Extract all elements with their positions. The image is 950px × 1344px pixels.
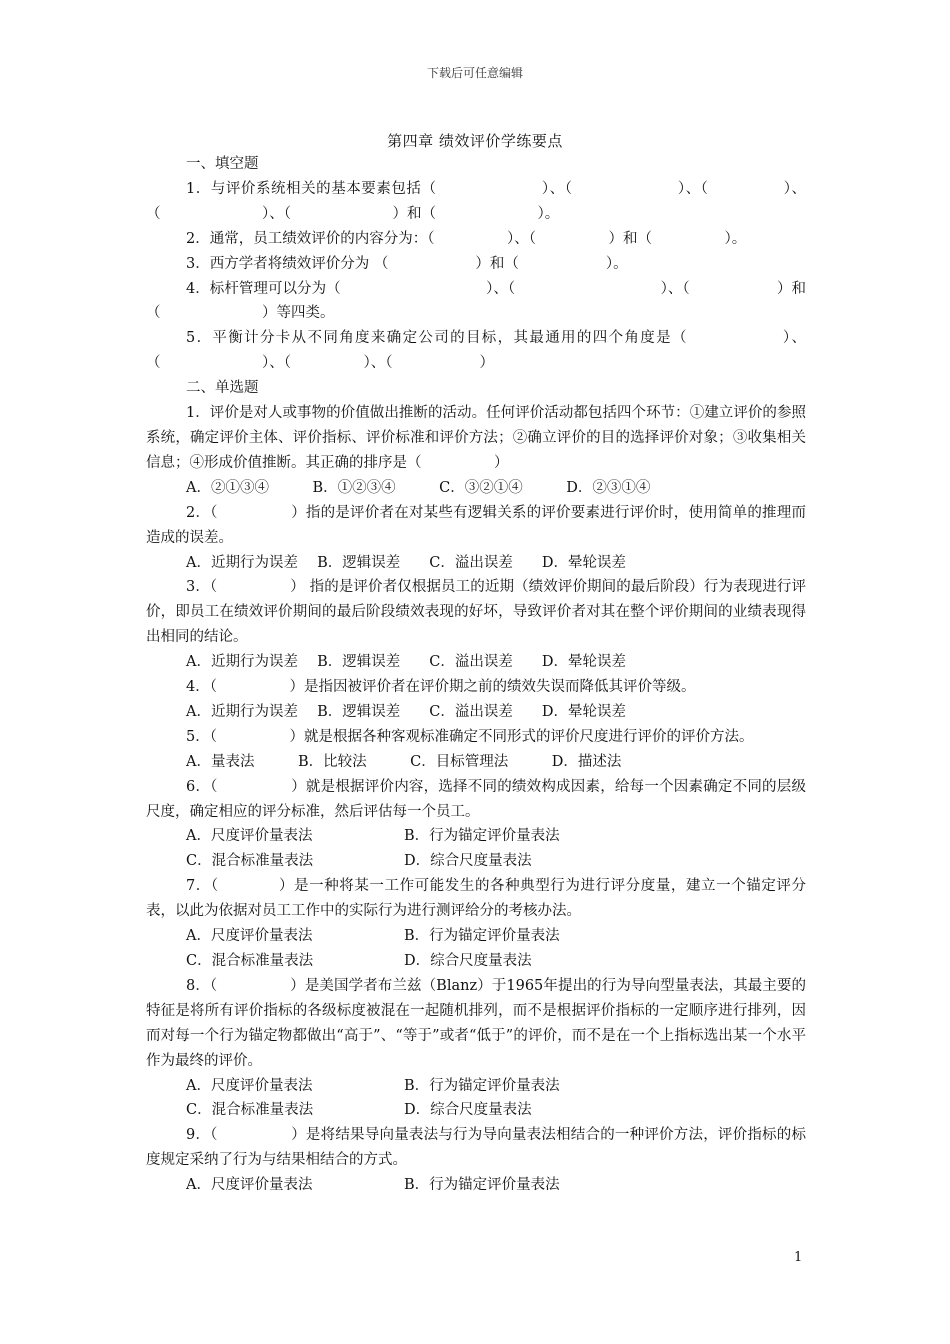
choice-question-5: 5．（ ）就是根据各种客观标准确定不同形式的评价尺度进行评价的评价方法。 [186,728,754,745]
document-body [146,152,806,1198]
option-a: A．尺度评价量表法 [186,1077,313,1094]
option-a: A．尺度评价量表法 [186,1177,313,1194]
chapter-title: 第四章 绩效评价学练要点 [387,132,563,150]
page-header: 下载后可任意编辑 [426,66,523,80]
choice-options-2: A．近期行为误差 B．逻辑误差 C．溢出误差 D．晕轮误差 [186,554,626,571]
fill-question-2: 2．通常，员工绩效评价的内容分为：（ ）、（ ）和（ ）。 [186,230,747,247]
choice-question-1: 1．评价是对人或事物的价值做出推断的活动。任何评价活动都包括四个环节：①建立评价的参照系统，确定评价主体、评价指标、评价标准和评价方法；②确立评价的目的选择评价对象；③收集相关信息；④形成价值推断。其正确的排序是（ ） [146,405,806,471]
choice-options-6-row-1 [146,824,806,849]
choice-options-8-row-1 [146,1074,806,1099]
choice-options-7-row-2 [146,949,806,974]
choice-options-9-row-1 [146,1173,806,1198]
choice-question-2: 2．（ ）指的是评价者在对某些有逻辑关系的评价要素进行评价时，使用简单的推理而造成的误差。 [146,504,806,546]
option-b: B．行为锚定评价量表法 [404,1177,560,1194]
option-a: A．尺度评价量表法 [186,928,313,945]
choice-question-3: 3．（ ） 指的是评价者仅根据员工的近期（绩效评价期间的最后阶段）行为表现进行评价，即员工在绩效评价期间的最后阶段绩效表现的好坏，导致评价者对其在整个评价期间的业绩表现得出相同的结论。 [146,579,806,646]
option-b: B．行为锚定评价量表法 [404,928,560,945]
choice-question-8: 8．（ ）是美国学者布兰兹（Blanz）于1965年提出的行为导向型量表法，其最主要的特征是将所有评价指标的各级标度被混在一起随机排列，而不是根据评价指标的一定顺序进行排列，因而对每一个行为锚定物都做出“高于”、“等于”或者“低于”的评价，而不是在一个上指标选出某一个水平作为最终的评价。 [146,977,806,1069]
option-b: B．行为锚定评价量表法 [404,1077,560,1094]
option-b: B．行为锚定评价量表法 [404,828,560,845]
choice-question-7: 7．（ ）是一种将某一工作可能发生的各种典型行为进行评分度量，建立一个锚定评分表，以此为依据对员工工作中的实际行为进行测评给分的考核办法。 [146,878,806,920]
choice-question-9: 9．（ ）是将结果导向量表法与行为导向量表法相结合的一种评价方法，评价指标的标度规定采纳了行为与结果相结合的方式。 [146,1127,806,1169]
choice-question-4: 4．（ ）是指因被评价者在评价期之前的绩效失误而降低其评价等级。 [186,679,696,696]
choice-options-3: A．近期行为误差 B．逻辑误差 C．溢出误差 D．晕轮误差 [186,654,626,671]
choice-options-1: A．②①③④ B．①②③④ C．③②①④ D．②③①④ [186,479,651,496]
choice-options-7-row-1 [146,924,806,949]
choice-question-6: 6．（ ）就是根据评价内容，选择不同的绩效构成因素，给每一个因素确定不同的层级尺度，确定相应的评分标准，然后评估每一个员工。 [146,778,806,820]
section-heading-fill: 一、填空题 [186,156,259,172]
option-a: A．尺度评价量表法 [186,828,313,845]
choice-options-6-row-2 [146,849,806,874]
option-c: C．混合标准量表法 [186,853,314,870]
fill-question-3: 3．西方学者将绩效评价分为 （ ）和（ ）。 [186,255,628,272]
page-number: 1 [794,1250,803,1265]
choice-options-5: A．量表法 B．比较法 C．目标管理法 D．描述法 [186,753,622,770]
section-heading-choice: 二、单选题 [186,380,259,397]
choice-options-8-row-2 [146,1098,806,1123]
fill-question-4: 4．标杆管理可以分为（ ）、（ ）、（ ）和（ ）等四类。 [146,280,806,322]
fill-question-1: 1．与评价系统相关的基本要素包括（ ）、（ ）、（ ）、（ ）、（ ）和（ ）。 [146,180,806,222]
option-d: D．综合尺度量表法 [404,853,532,870]
option-d: D．综合尺度量表法 [404,1102,532,1119]
choice-options-4: A．近期行为误差 B．逻辑误差 C．溢出误差 D．晕轮误差 [186,703,626,720]
option-c: C．混合标准量表法 [186,953,314,969]
fill-question-5: 5．平衡计分卡从不同角度来确定公司的目标，其最通用的四个角度是（ ）、（ ）、（ ）、（ ） [146,330,806,372]
option-d: D．综合尺度量表法 [404,953,532,969]
option-c: C．混合标准量表法 [186,1102,314,1119]
